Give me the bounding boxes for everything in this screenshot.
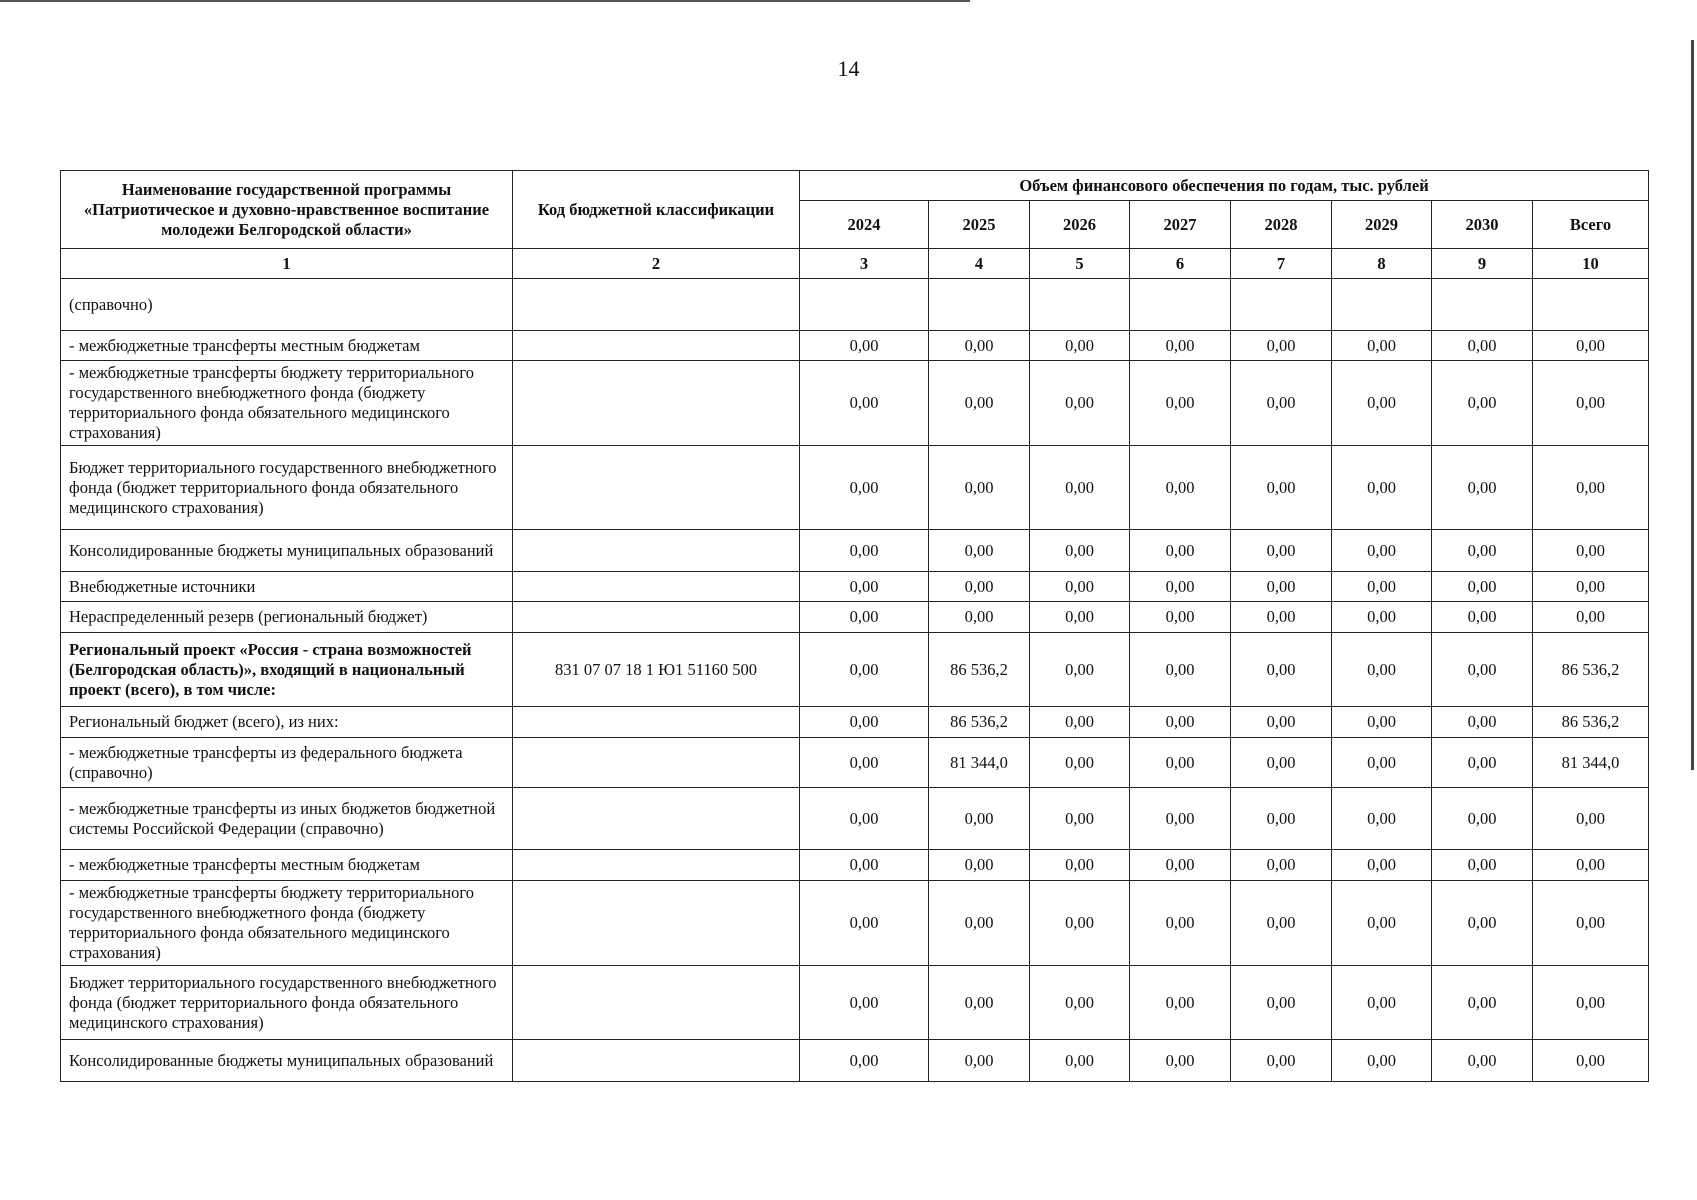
financing-table — [60, 170, 1649, 1082]
row-budget-code — [513, 572, 800, 602]
row-year-value — [1231, 279, 1332, 331]
row-total-value: 0,00 — [1533, 1040, 1649, 1082]
table-row — [61, 738, 1649, 788]
scan-side-mark — [1691, 40, 1694, 770]
row-year-value: 0,00 — [1332, 602, 1432, 633]
row-year-value: 0,00 — [1432, 361, 1533, 446]
row-year-value: 0,00 — [1432, 881, 1533, 966]
row-name: Бюджет территориального государственного внебюджетного фонда (бюджет территориального фонда обязательного медицинского страхования) — [61, 966, 513, 1040]
row-year-value: 0,00 — [1432, 530, 1533, 572]
table-row — [61, 1040, 1649, 1082]
column-number: 6 — [1130, 249, 1231, 279]
row-year-value: 0,00 — [800, 572, 929, 602]
row-name: Консолидированные бюджеты муниципальных образований — [61, 1040, 513, 1082]
row-year-value — [1332, 279, 1432, 331]
row-year-value: 0,00 — [1332, 788, 1432, 850]
row-name: - межбюджетные трансферты бюджету территориального государственного внебюджетного фонда (бюджету территориального фонда обязательного медицинского страхования) — [61, 361, 513, 446]
row-year-value: 0,00 — [800, 1040, 929, 1082]
row-year-value — [1130, 279, 1231, 331]
row-year-value: 0,00 — [929, 572, 1030, 602]
row-year-value: 0,00 — [1130, 572, 1231, 602]
row-budget-code — [513, 331, 800, 361]
row-year-value: 0,00 — [1231, 881, 1332, 966]
row-year-value — [1432, 279, 1533, 331]
row-year-value: 0,00 — [1332, 361, 1432, 446]
row-year-value: 0,00 — [1231, 446, 1332, 530]
row-year-value: 0,00 — [1432, 850, 1533, 881]
row-year-value: 0,00 — [800, 602, 929, 633]
row-year-value: 0,00 — [1130, 966, 1231, 1040]
row-budget-code — [513, 707, 800, 738]
row-year-value: 0,00 — [1231, 331, 1332, 361]
row-year-value: 0,00 — [1332, 738, 1432, 788]
column-number: 5 — [1030, 249, 1130, 279]
row-year-value: 0,00 — [800, 530, 929, 572]
row-year-value: 0,00 — [1130, 707, 1231, 738]
row-year-value: 0,00 — [1130, 446, 1231, 530]
row-total-value: 0,00 — [1533, 572, 1649, 602]
row-year-value: 0,00 — [1130, 633, 1231, 707]
row-budget-code — [513, 602, 800, 633]
row-year-value: 0,00 — [800, 446, 929, 530]
row-year-value: 0,00 — [1432, 331, 1533, 361]
row-year-value: 0,00 — [929, 966, 1030, 1040]
row-name: Бюджет территориального государственного внебюджетного фонда (бюджет территориального фонда обязательного медицинского страхования) — [61, 446, 513, 530]
table-row — [61, 279, 1649, 331]
row-year-value: 0,00 — [1231, 572, 1332, 602]
row-year-value: 0,00 — [1130, 602, 1231, 633]
row-year-value: 0,00 — [1231, 966, 1332, 1040]
row-year-value: 0,00 — [800, 850, 929, 881]
row-year-value: 0,00 — [929, 850, 1030, 881]
row-year-value: 0,00 — [1130, 530, 1231, 572]
table-row — [61, 572, 1649, 602]
row-budget-code — [513, 279, 800, 331]
row-name: Нераспределенный резерв (региональный бюджет) — [61, 602, 513, 633]
row-total-value: 0,00 — [1533, 331, 1649, 361]
table-body — [61, 279, 1649, 1082]
column-number: 3 — [800, 249, 929, 279]
row-year-value: 0,00 — [1231, 602, 1332, 633]
header-budget-code: Код бюджетной классификации — [513, 171, 800, 249]
row-year-value: 0,00 — [1030, 530, 1130, 572]
row-year-value: 0,00 — [1130, 738, 1231, 788]
row-year-value: 0,00 — [1432, 738, 1533, 788]
row-year-value: 0,00 — [800, 966, 929, 1040]
row-year-value — [929, 279, 1030, 331]
row-year-value: 0,00 — [1332, 633, 1432, 707]
row-year-value: 81 344,0 — [929, 738, 1030, 788]
row-name: - межбюджетные трансферты из иных бюджетов бюджетной системы Российской Федерации (справочно) — [61, 788, 513, 850]
header-year: 2027 — [1130, 201, 1231, 249]
column-number: 9 — [1432, 249, 1533, 279]
row-year-value: 0,00 — [1030, 572, 1130, 602]
column-number: 2 — [513, 249, 800, 279]
row-year-value: 0,00 — [1130, 1040, 1231, 1082]
column-number: 8 — [1332, 249, 1432, 279]
row-year-value: 0,00 — [1030, 966, 1130, 1040]
row-budget-code — [513, 881, 800, 966]
row-year-value: 0,00 — [1332, 530, 1432, 572]
header-year: 2024 — [800, 201, 929, 249]
row-total-value: 0,00 — [1533, 966, 1649, 1040]
row-year-value: 0,00 — [1030, 602, 1130, 633]
row-budget-code — [513, 738, 800, 788]
row-year-value: 0,00 — [1030, 881, 1130, 966]
row-year-value: 0,00 — [1030, 707, 1130, 738]
row-year-value: 0,00 — [929, 331, 1030, 361]
row-year-value: 0,00 — [1030, 1040, 1130, 1082]
header-program-name: Наименование государственной программы «Патриотическое и духовно-нравственное воспитание молодежи Белгородской области» — [61, 171, 513, 249]
table-row — [61, 446, 1649, 530]
row-year-value: 0,00 — [1332, 966, 1432, 1040]
header-year: 2025 — [929, 201, 1030, 249]
table-row — [61, 966, 1649, 1040]
column-number: 4 — [929, 249, 1030, 279]
row-total-value: 0,00 — [1533, 530, 1649, 572]
row-year-value: 0,00 — [800, 361, 929, 446]
table-row — [61, 530, 1649, 572]
row-total-value: 0,00 — [1533, 602, 1649, 633]
row-year-value: 0,00 — [929, 1040, 1030, 1082]
row-year-value: 0,00 — [1432, 1040, 1533, 1082]
row-year-value: 0,00 — [1030, 633, 1130, 707]
row-year-value: 0,00 — [1432, 788, 1533, 850]
row-total-value — [1533, 279, 1649, 331]
row-name: Внебюджетные источники — [61, 572, 513, 602]
row-year-value: 0,00 — [929, 602, 1030, 633]
column-number: 10 — [1533, 249, 1649, 279]
row-year-value: 0,00 — [1030, 446, 1130, 530]
row-name: - межбюджетные трансферты из федерального бюджета (справочно) — [61, 738, 513, 788]
row-budget-code — [513, 1040, 800, 1082]
row-budget-code — [513, 446, 800, 530]
header-year: 2029 — [1332, 201, 1432, 249]
header-total: Всего — [1533, 201, 1649, 249]
table-row — [61, 788, 1649, 850]
row-year-value: 0,00 — [1332, 446, 1432, 530]
row-year-value: 0,00 — [1332, 1040, 1432, 1082]
row-name: Региональный бюджет (всего), из них: — [61, 707, 513, 738]
row-year-value: 0,00 — [1231, 707, 1332, 738]
row-year-value: 0,00 — [1332, 850, 1432, 881]
row-budget-code — [513, 361, 800, 446]
row-year-value: 0,00 — [800, 707, 929, 738]
row-year-value — [1030, 279, 1130, 331]
page-number: 14 — [837, 56, 860, 81]
row-name: (справочно) — [61, 279, 513, 331]
row-year-value: 0,00 — [929, 446, 1030, 530]
row-name: Консолидированные бюджеты муниципальных образований — [61, 530, 513, 572]
row-year-value: 0,00 — [1332, 572, 1432, 602]
row-year-value: 86 536,2 — [929, 707, 1030, 738]
row-year-value: 0,00 — [1332, 881, 1432, 966]
row-total-value: 0,00 — [1533, 361, 1649, 446]
table-row — [61, 850, 1649, 881]
row-year-value: 0,00 — [1030, 850, 1130, 881]
row-year-value: 0,00 — [1432, 633, 1533, 707]
row-year-value: 0,00 — [929, 530, 1030, 572]
row-total-value: 86 536,2 — [1533, 633, 1649, 707]
row-year-value: 0,00 — [1432, 572, 1533, 602]
table-row — [61, 633, 1649, 707]
row-year-value: 0,00 — [1432, 446, 1533, 530]
row-year-value: 0,00 — [800, 633, 929, 707]
row-total-value: 0,00 — [1533, 446, 1649, 530]
row-year-value: 0,00 — [1231, 530, 1332, 572]
row-budget-code — [513, 788, 800, 850]
row-total-value: 0,00 — [1533, 881, 1649, 966]
row-total-value: 0,00 — [1533, 850, 1649, 881]
row-year-value: 0,00 — [1231, 361, 1332, 446]
row-year-value: 0,00 — [1130, 788, 1231, 850]
row-year-value: 0,00 — [800, 331, 929, 361]
table-header — [61, 171, 1649, 279]
column-number: 1 — [61, 249, 513, 279]
row-year-value: 0,00 — [929, 881, 1030, 966]
row-year-value: 0,00 — [1231, 788, 1332, 850]
row-year-value: 0,00 — [1432, 966, 1533, 1040]
row-name: - межбюджетные трансферты бюджету территориального государственного внебюджетного фонда (бюджету территориального фонда обязательного медицинского страхования) — [61, 881, 513, 966]
row-name: Региональный проект «Россия - страна возможностей (Белгородская область)», входящий в национальный проект (всего), в том числе: — [61, 633, 513, 707]
row-name: - межбюджетные трансферты местным бюджетам — [61, 331, 513, 361]
row-budget-code — [513, 966, 800, 1040]
row-year-value: 0,00 — [1130, 361, 1231, 446]
row-year-value: 0,00 — [1231, 850, 1332, 881]
row-year-value: 0,00 — [1030, 331, 1130, 361]
row-year-value: 0,00 — [1332, 707, 1432, 738]
table-row — [61, 881, 1649, 966]
row-year-value: 0,00 — [1231, 738, 1332, 788]
table-row — [61, 602, 1649, 633]
column-number: 7 — [1231, 249, 1332, 279]
row-year-value: 0,00 — [1030, 738, 1130, 788]
table-row — [61, 707, 1649, 738]
row-year-value: 0,00 — [800, 738, 929, 788]
row-year-value: 0,00 — [1030, 361, 1130, 446]
row-total-value: 0,00 — [1533, 788, 1649, 850]
row-year-value: 0,00 — [1432, 707, 1533, 738]
row-budget-code — [513, 530, 800, 572]
row-year-value: 0,00 — [929, 361, 1030, 446]
row-year-value: 0,00 — [800, 788, 929, 850]
row-year-value: 0,00 — [929, 788, 1030, 850]
row-year-value: 0,00 — [1130, 881, 1231, 966]
row-year-value: 0,00 — [1130, 850, 1231, 881]
row-total-value: 86 536,2 — [1533, 707, 1649, 738]
row-year-value: 0,00 — [1432, 602, 1533, 633]
table-row — [61, 331, 1649, 361]
header-year: 2030 — [1432, 201, 1533, 249]
scan-top-rule — [0, 0, 970, 2]
row-year-value: 0,00 — [800, 881, 929, 966]
row-year-value: 0,00 — [1231, 633, 1332, 707]
row-year-value: 86 536,2 — [929, 633, 1030, 707]
table-row — [61, 361, 1649, 446]
row-name: - межбюджетные трансферты местным бюджетам — [61, 850, 513, 881]
row-budget-code — [513, 850, 800, 881]
row-year-value: 0,00 — [1030, 788, 1130, 850]
header-year: 2026 — [1030, 201, 1130, 249]
row-budget-code: 831 07 07 18 1 Ю1 51160 500 — [513, 633, 800, 707]
row-year-value — [800, 279, 929, 331]
row-year-value: 0,00 — [1332, 331, 1432, 361]
header-year: 2028 — [1231, 201, 1332, 249]
row-total-value: 81 344,0 — [1533, 738, 1649, 788]
row-year-value: 0,00 — [1231, 1040, 1332, 1082]
header-financing-group: Объем финансового обеспечения по годам, тыс. рублей — [800, 171, 1649, 201]
row-year-value: 0,00 — [1130, 331, 1231, 361]
